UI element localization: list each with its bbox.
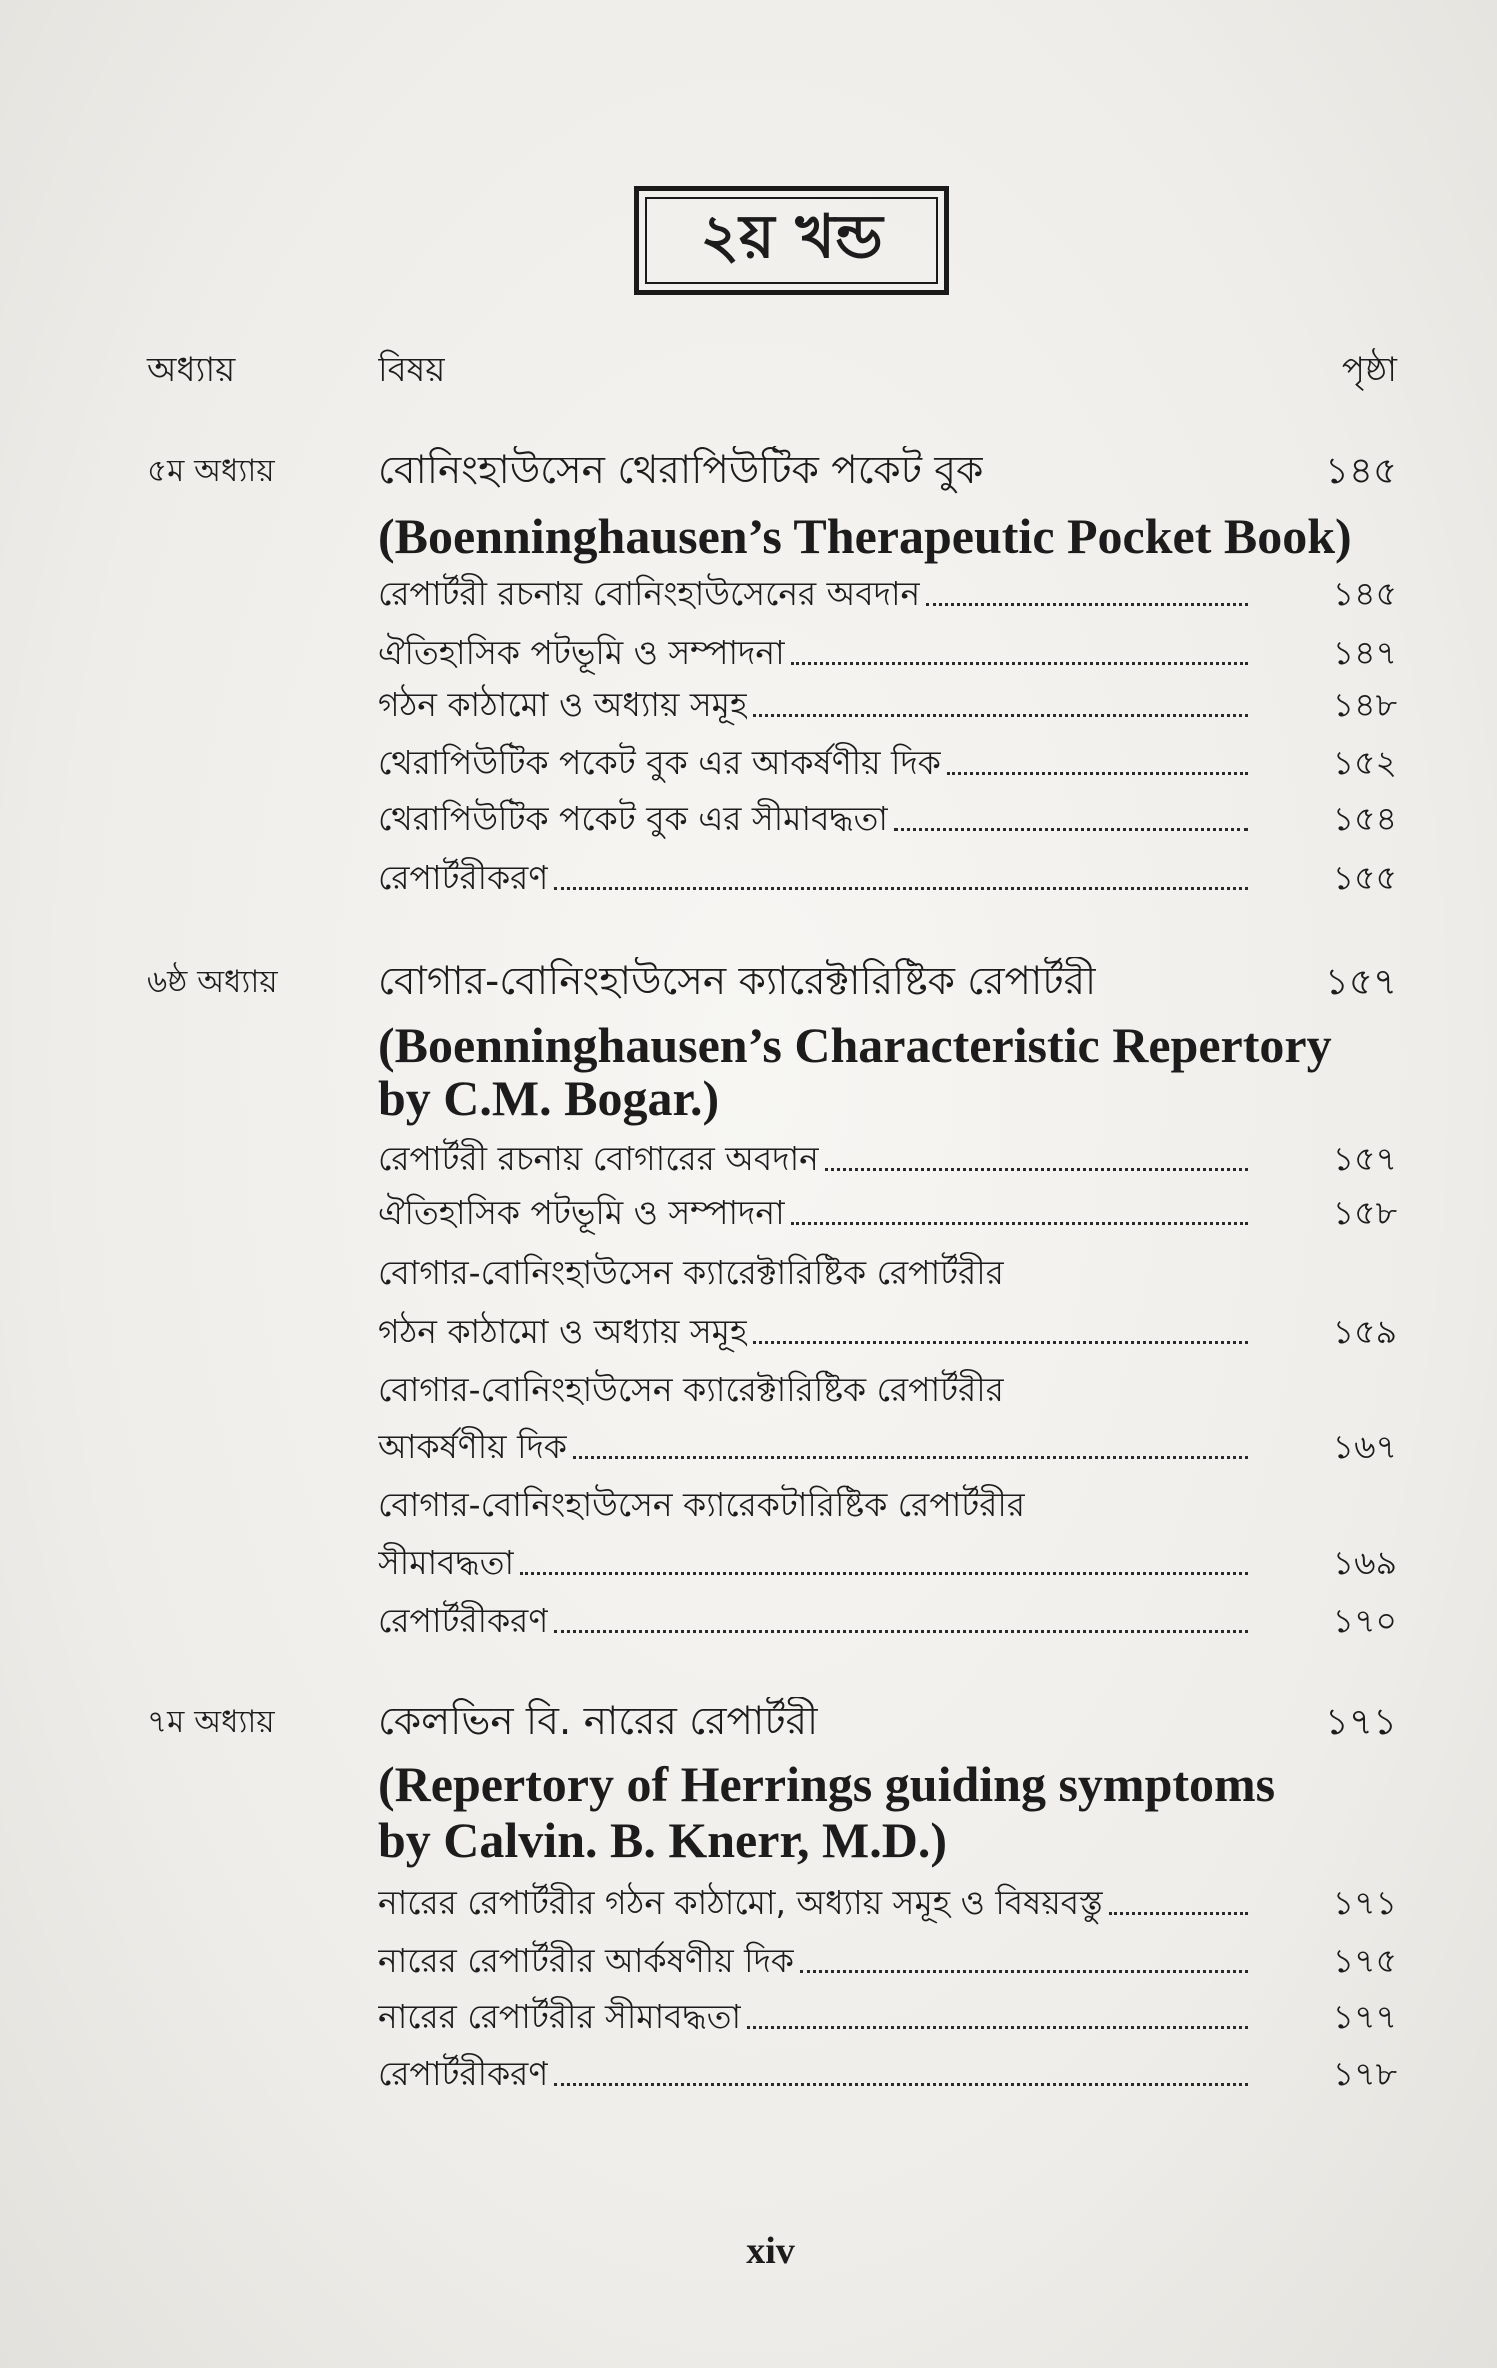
chapter-english-title: (Repertory of Herrings guiding symptoms (378, 1756, 1276, 1812)
toc-entry (0, 1134, 1497, 1184)
toc-entry-page: ১৪৫ (1332, 574, 1397, 613)
section-heading-box (634, 186, 949, 295)
toc-entry (0, 2049, 1497, 2099)
toc-entry (0, 1878, 1497, 1928)
toc-entry (0, 738, 1497, 788)
toc-entry-text: রেপার্টরীকরণ (378, 1601, 549, 1640)
toc-entry-line (0, 1248, 1497, 1298)
dot-leader (554, 2083, 1248, 2086)
chapter-label: ৫ম অধ্যায় (147, 453, 275, 489)
page-number-footer: xiv (746, 2230, 795, 2272)
toc-entry (0, 794, 1497, 844)
toc-entry-text: থেরাপিউটিক পকেট বুক এর আকর্ষণীয় দিক (378, 743, 941, 782)
dot-leader (791, 662, 1248, 665)
toc-entry-text: বোগার-বোনিংহাউসেন ক্যারেক্টারিষ্টিক রেপার্টরীর (378, 1253, 1004, 1292)
toc-entry-page: ১৭৭ (1332, 1997, 1397, 2036)
chapter-title: কেলভিন বি. নারের রেপার্টরী (378, 1699, 819, 1744)
toc-entry (0, 1422, 1497, 1472)
chapter-title-row (0, 1697, 1497, 1747)
dot-leader (926, 603, 1248, 606)
chapter-english-title-row (0, 1017, 1497, 1073)
dot-leader (947, 772, 1248, 775)
toc-entry-line (0, 1480, 1497, 1530)
toc-entry-text: নারের রেপার্টরীর সীমাবদ্ধতা (378, 1997, 742, 2036)
toc-entry (0, 1596, 1497, 1646)
toc-entry-text: গঠন কাঠামো ও অধ্যায় সমূহ (378, 1312, 748, 1351)
toc-entry (0, 1936, 1497, 1986)
toc-entry-text: বোগার-বোনিংহাউসেন ক্যারেক্টারিষ্টিক রেপার্টরীর (378, 1370, 1004, 1409)
toc-entry-text: আকর্ষণীয় দিক (378, 1427, 567, 1466)
chapter-title: বোনিংহাউসেন থেরাপিউটিক পকেট বুক (378, 448, 984, 493)
toc-entry (0, 1538, 1497, 1588)
toc-entry-text: রেপার্টরী রচনায় বোগারের অবদান (378, 1139, 819, 1178)
chapter-english-title: by C.M. Bogar.) (378, 1070, 720, 1126)
toc-entry-page: ১৫৮ (1332, 1193, 1397, 1232)
dot-leader (791, 1222, 1248, 1225)
toc-entry-text: রেপার্টরী রচনায় বোনিংহাউসেনের অবদান (378, 574, 921, 613)
dot-leader (747, 2026, 1248, 2029)
toc-entry-text: ঐতিহাসিক পটভূমি ও সম্পাদনা (378, 1193, 785, 1232)
toc-entry (0, 680, 1497, 730)
toc-entry (0, 853, 1497, 903)
chapter-english-title-row (0, 1812, 1497, 1868)
toc-entry-page: ১৫২ (1332, 743, 1397, 782)
toc-entry-text: ঐতিহাসিক পটভূমি ও সম্পাদনা (378, 633, 785, 672)
chapter-page-number: ১৪৫ (1324, 449, 1397, 492)
toc-entry-page: ১৪৮ (1332, 685, 1397, 724)
chapter-label: ৭ম অধ্যায় (147, 1704, 275, 1740)
chapter-english-title-row (0, 1070, 1497, 1126)
chapter-english-title: by Calvin. B. Knerr, M.D.) (378, 1812, 947, 1868)
chapter-label: ৬ষ্ঠ অধ্যায় (147, 964, 278, 1000)
toc-entry (0, 1307, 1497, 1357)
toc-entry-page: ১৬৭ (1332, 1427, 1397, 1466)
dot-leader (825, 1168, 1248, 1171)
dot-leader (894, 828, 1248, 831)
toc-entry-page: ১৭০ (1332, 1601, 1397, 1640)
chapter-english-title: (Boenninghausen’s Characteristic Repertory (378, 1017, 1332, 1073)
toc-entry (0, 1188, 1497, 1238)
toc-entry-page: ১৭৮ (1332, 2054, 1397, 2093)
chapter-english-title-row (0, 1756, 1497, 1812)
toc-entry-page: ১৭১ (1332, 1883, 1397, 1922)
chapter-english-title: (Boenninghausen’s Therapeutic Pocket Book) (378, 508, 1352, 564)
toc-entry-text: বোগার-বোনিংহাউসেন ক্যারেকটারিষ্টিক রেপার্টরীর (378, 1485, 1026, 1524)
toc-entry-text: নারের রেপার্টরীর গঠন কাঠামো, অধ্যায় সমূহ ও বিষয়বস্তু (378, 1883, 1103, 1922)
toc-entry-text: রেপার্টরীকরণ (378, 2054, 549, 2093)
toc-entry-page: ১৫৫ (1332, 858, 1397, 897)
chapter-page-number: ১৫৭ (1324, 960, 1397, 1003)
column-header-chapter: অধ্যায় (147, 350, 236, 390)
toc-entry (0, 569, 1497, 619)
chapter-page-number: ১৭১ (1324, 1700, 1397, 1743)
dot-leader (573, 1456, 1248, 1459)
dot-leader (753, 714, 1248, 717)
toc-entry-text: থেরাপিউটিক পকেট বুক এর সীমাবদ্ধতা (378, 799, 888, 838)
toc-entry-text: সীমাবদ্ধতা (378, 1543, 515, 1582)
column-header-subject: বিষয় (378, 350, 446, 390)
toc-entry-page: ১৫৯ (1332, 1312, 1397, 1351)
chapter-title-row (0, 446, 1497, 496)
chapter-title-row (0, 957, 1497, 1007)
toc-entry-page: ১৪৭ (1332, 633, 1397, 672)
dot-leader (520, 1572, 1248, 1575)
dot-leader (554, 1630, 1248, 1633)
toc-entry-text: গঠন কাঠামো ও অধ্যায় সমূহ (378, 685, 748, 724)
chapter-english-title-row (0, 508, 1497, 564)
toc-entry-page: ১৬৯ (1332, 1543, 1397, 1582)
toc-entry (0, 628, 1497, 678)
dot-leader (554, 887, 1248, 890)
toc-entry-text: নারের রেপার্টরীর আর্কষণীয় দিক (378, 1941, 795, 1980)
toc-entry (0, 1992, 1497, 2042)
dot-leader (753, 1341, 1248, 1344)
toc-entry-page: ১৭৫ (1332, 1941, 1397, 1980)
chapter-title: বোগার-বোনিংহাউসেন ক্যারেক্টারিষ্টিক রেপার্টরী (378, 959, 1097, 1004)
column-header-row (0, 345, 1497, 395)
dot-leader (800, 1970, 1248, 1973)
toc-entry-line (0, 1365, 1497, 1415)
section-heading: ২য় খন্ড (645, 197, 938, 284)
toc-entry-text: রেপার্টরীকরণ (378, 858, 549, 897)
column-header-page: পৃষ্ঠা (1341, 350, 1397, 390)
toc-entry-page: ১৫৪ (1332, 799, 1397, 838)
toc-entry-page: ১৫৭ (1332, 1139, 1397, 1178)
dot-leader (1109, 1912, 1248, 1915)
